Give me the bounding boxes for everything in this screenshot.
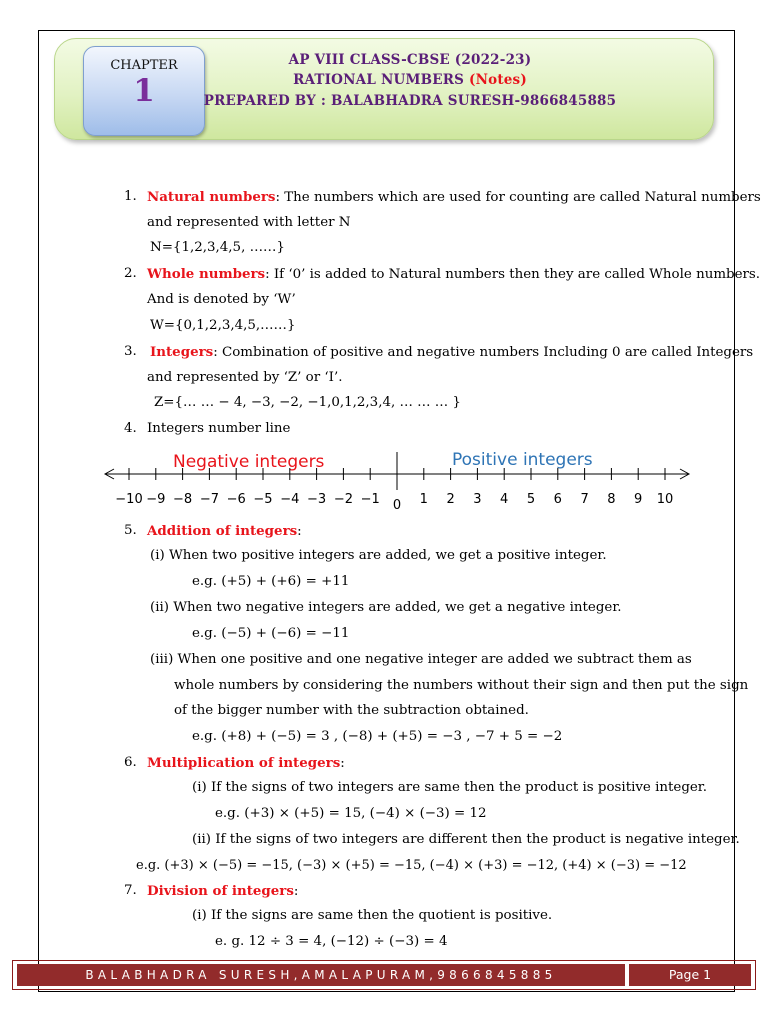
tick-label: 10 [656, 492, 674, 507]
addition-rule-1: (i) When two positive integers are added, we get a positive integer. [150, 548, 607, 563]
term-multiplication-of-integers: Multiplication of integers [147, 755, 341, 771]
tick-label: −5 [253, 492, 273, 507]
footer-author: BALABHADRA SURESH,AMALAPURAM,9866845885 [17, 964, 625, 986]
item-1-set: N={1,2,3,4,5, ……} [150, 240, 285, 255]
title-line-2 [150, 72, 670, 88]
tick-label: 3 [473, 492, 482, 507]
item-2-set: W={0,1,2,3,4,5,……} [150, 318, 296, 333]
item-6-colon: : [340, 756, 345, 771]
item-2-desc: : If ‘0’ is added to Natural numbers then they are called Whole numbers. [265, 267, 761, 282]
addition-rule-3-line-1: (iii) When one positive and one negative integer are added we subtract them as [150, 652, 692, 667]
item-number-7: 7. [124, 883, 137, 898]
tick-label-zero: 0 [392, 498, 402, 513]
item-2-line-1 [147, 266, 760, 283]
item-number-5: 5. [124, 523, 137, 538]
term-whole-numbers: Whole numbers [147, 266, 266, 282]
item-7-colon: : [293, 884, 299, 899]
positive-integers-label: Positive integers [452, 450, 593, 470]
tick-label: −8 [173, 492, 193, 507]
division-rule-1: (i) If the signs are same then the quotient is positive. [192, 908, 553, 923]
tick-label: 6 [553, 492, 562, 507]
item-number-2: 2. [124, 266, 137, 281]
addition-example-1: e.g. (+5) + (+6) = +11 [192, 574, 350, 589]
addition-example-3: e.g. (+8) + (−5) = 3 , (−8) + (+5) = −3 , −7 + 5 = −2 [192, 729, 563, 744]
item-1-line-1 [147, 189, 761, 206]
term-integers: Integers [150, 344, 214, 360]
tick-label: −10 [115, 492, 143, 507]
multiplication-rule-1: (i) If the signs of two integers are same then the product is positive integer. [192, 780, 707, 795]
tick-label: −7 [199, 492, 219, 507]
multiplication-example-1: e.g. (+3) × (+5) = 15, (−4) × (−3) = 12 [215, 806, 487, 821]
chapter-number: 1 [133, 73, 155, 109]
addition-rule-2: (ii) When two negative integers are added, we get a negative integer. [150, 600, 622, 615]
item-3-line-1 [150, 344, 753, 361]
tick-label: −6 [226, 492, 246, 507]
tick-label: −2 [333, 492, 353, 507]
item-5-heading [147, 523, 302, 540]
tick-label: −4 [280, 492, 300, 507]
item-number-3: 3. [124, 344, 137, 359]
tick-label: 8 [607, 492, 616, 507]
item-6-heading [147, 755, 345, 772]
tick-label: 1 [419, 492, 428, 507]
tick-label: 4 [500, 492, 509, 507]
title-note: (Notes) [468, 72, 527, 88]
item-3-set: Z={… … − 4, −3, −2, −1,0,1,2,3,4, … … … } [154, 395, 461, 410]
tick-label: 9 [634, 492, 643, 507]
tick-label: 2 [446, 492, 455, 507]
chapter-label: CHAPTER [110, 58, 178, 73]
item-7-heading [147, 883, 298, 900]
term-addition-of-integers: Addition of integers [147, 523, 298, 539]
tick-label: 5 [526, 492, 536, 507]
division-example-1: e. g. 12 ÷ 3 = 4, (−12) ÷ (−3) = 4 [215, 934, 448, 949]
footer-page-number: Page 1 [629, 964, 751, 986]
tick-label: −9 [146, 492, 166, 507]
addition-rule-3-line-2: whole numbers by considering the numbers without their sign and then put the sign [174, 678, 749, 693]
item-number-6: 6. [124, 755, 137, 770]
multiplication-rule-2: (ii) If the signs of two integers are different then the product is negative integer. [192, 832, 740, 847]
tick-label: 7 [580, 492, 589, 507]
item-4-text: Integers number line [147, 421, 291, 436]
title-main: RATIONAL NUMBERS [293, 72, 465, 88]
item-1-desc: : The numbers which are used for counting are called Natural numbers [275, 190, 761, 205]
item-1-line-2: and represented with letter N [147, 215, 351, 230]
multiplication-example-2: e.g. (+3) × (−5) = −15, (−3) × (+5) = −15, (−4) × (+3) = −12, (+4) × (−3) = −12 [136, 858, 687, 873]
integer-number-line [100, 442, 700, 522]
term-natural-numbers: Natural numbers [147, 189, 276, 205]
title-line-1: AP VIII CLASS-CBSE (2022-23) [288, 52, 532, 68]
item-number-1: 1. [124, 189, 137, 204]
item-3-line-2: and represented by ‘Z’ or ‘I’. [147, 370, 343, 385]
item-3-desc: : Combination of positive and negative numbers Including 0 are called Integers [213, 345, 754, 360]
addition-rule-3-line-3: of the bigger number with the subtraction obtained. [174, 703, 529, 718]
item-2-line-2: And is denoted by ‘W’ [147, 292, 296, 307]
title-line-3: PREPARED BY : BALABHADRA SURESH-9866845885 [203, 93, 617, 109]
item-number-4: 4. [124, 421, 137, 436]
item-5-colon: : [297, 524, 302, 539]
tick-label: −3 [307, 492, 327, 507]
footer-bar [12, 960, 756, 990]
term-division-of-integers: Division of integers [147, 883, 294, 899]
negative-integers-label: Negative integers [173, 452, 325, 472]
addition-example-2: e.g. (−5) + (−6) = −11 [192, 626, 350, 641]
tick-label: −1 [360, 492, 380, 507]
